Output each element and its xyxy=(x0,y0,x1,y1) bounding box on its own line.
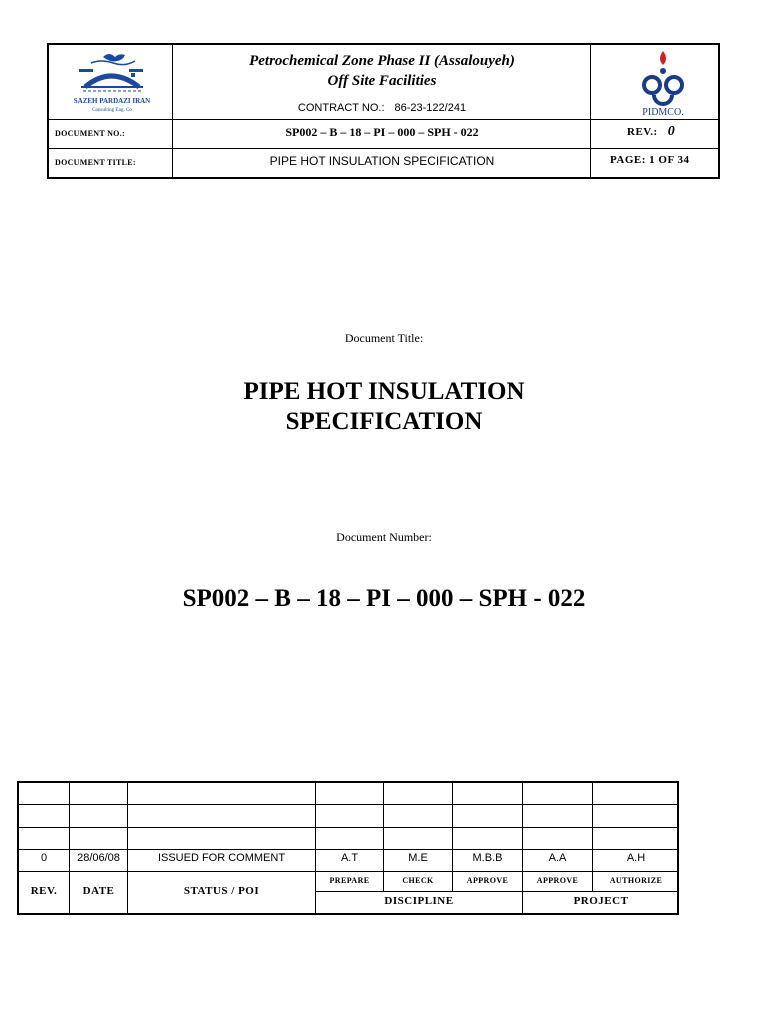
main-document-number: SP002 – B – 18 – PI – 000 – SPH - 022 xyxy=(182,585,586,612)
header-discipline: DISCIPLINE xyxy=(384,895,454,907)
row-authorize: A.H xyxy=(626,852,646,864)
main-title-line2: SPECIFICATION xyxy=(285,408,483,435)
row-prepare: A.T xyxy=(340,852,359,864)
title-caption: Document Title: xyxy=(344,331,424,345)
document-title-label: DOCUMENT TITLE: xyxy=(55,158,136,167)
revision-table xyxy=(17,781,679,915)
header-project: PROJECT xyxy=(573,895,629,907)
row-approve-project: A.A xyxy=(548,852,567,864)
revision-label: REV.: xyxy=(627,126,658,138)
header-check: CHECK xyxy=(402,876,434,885)
table-rule xyxy=(522,783,523,913)
table-rule xyxy=(19,849,677,850)
document-header xyxy=(47,43,720,179)
company-logo-subtext: Consulting Eng. Co xyxy=(92,108,132,113)
table-rule xyxy=(452,783,453,891)
page-field xyxy=(610,154,690,166)
table-rule xyxy=(19,871,677,872)
table-rule xyxy=(315,783,316,913)
header-project-subtitle: Off Site Facilities xyxy=(327,73,437,89)
header-divider xyxy=(49,119,718,120)
contract-number xyxy=(173,102,591,114)
contract-label: CONTRACT NO.: xyxy=(297,102,385,114)
table-rule xyxy=(19,804,677,805)
number-caption: Document Number: xyxy=(336,530,432,544)
page-label: PAGE: xyxy=(610,154,646,166)
header-project-title: Petrochemical Zone Phase II (Assalouyeh) xyxy=(249,53,515,69)
main-title-line1: PIPE HOT INSULATION xyxy=(243,378,525,405)
header-status: STATUS / POI xyxy=(183,885,260,897)
document-no-label: DOCUMENT NO.: xyxy=(55,129,125,138)
table-rule xyxy=(383,783,384,891)
header-date: DATE xyxy=(82,885,115,897)
client-logo xyxy=(624,49,702,119)
header-authorize: AUTHORIZE xyxy=(609,876,663,885)
row-status: ISSUED FOR COMMENT xyxy=(157,852,286,864)
revision-field xyxy=(627,124,675,140)
client-logo-text: PIDMCO. xyxy=(642,107,684,118)
document-number: SP002 – B – 18 – PI – 000 – SPH - 022 xyxy=(285,125,479,139)
table-rule xyxy=(315,891,677,892)
row-rev: 0 xyxy=(40,852,48,864)
contract-value: 86-23-122/241 xyxy=(394,102,467,114)
header-approve-discipline: APPROVE xyxy=(466,876,509,885)
header-prepare: PREPARE xyxy=(329,876,370,885)
revision-value: 0 xyxy=(667,124,676,139)
document-title: PIPE HOT INSULATION SPECIFICATION xyxy=(269,154,495,168)
row-date: 28/06/08 xyxy=(77,852,120,864)
header-rev: REV. xyxy=(30,885,58,897)
row-approve-discipline: M.B.B xyxy=(472,852,503,864)
company-logo-text: SAZEH PARDAZI IRAN xyxy=(73,97,151,105)
table-rule xyxy=(592,783,593,891)
header-approve-project: APPROVE xyxy=(536,876,579,885)
row-check: M.E xyxy=(408,852,428,864)
header-divider xyxy=(49,148,718,149)
table-rule xyxy=(19,827,677,828)
company-logo xyxy=(69,49,155,119)
page-value: 1 OF 34 xyxy=(649,154,690,166)
